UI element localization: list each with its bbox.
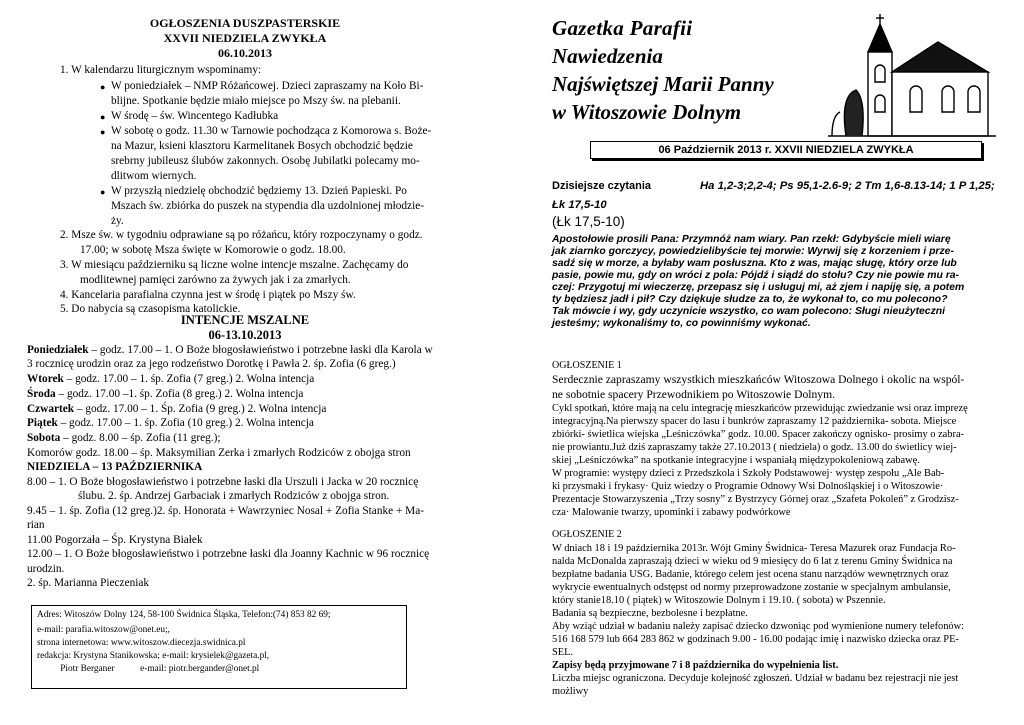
announcement-2-line: SEL. <box>552 647 574 658</box>
intention-line: Komorów godz. 18.00 – śp. Maksymilian Zerka i zmarłych Rodziców z obojga stron <box>27 447 411 459</box>
readings-label: Dzisiejsze czytania <box>552 180 652 192</box>
announcement-1-line: integracyjną.Na pierwszy spacer do lasu i bunkrów zapraszamy 12 października- sobota. Miejsce <box>552 416 957 427</box>
bullet-icon: ● <box>100 127 106 137</box>
intention-line: 12.00 – 1. O Boże błogosławieństwo i potrzebne łaski dla Joanny Kachnic w 96 rocznicę <box>27 548 430 560</box>
announcement-line: 1. W kalendarzu liturgicznym wspominamy: <box>60 64 262 76</box>
masthead-line: Gazetka Parafii <box>552 16 693 40</box>
announcement-2-registration: Zapisy będą przyjmowane 7 i 8 października do wypełnienia list. <box>552 660 839 671</box>
announcement-2-line: bezpłatne badania USG. Badanie, którego celem jest ocena stanu narządów wewnętrznych oraz <box>552 569 949 580</box>
address-box <box>31 605 407 689</box>
intentions-dates: 06-13.10.2013 <box>208 328 282 342</box>
intention-line: ślubu. 2. śp. Andrzej Garbaciak i zmarłych Rodziców z obojga stron. <box>78 490 390 502</box>
announcement-2-line: Liczba miejsc ograniczona. Decyduje kolejność zgłoszeń. Udział w badanu bez rejestracji nie jest <box>552 673 959 684</box>
intention-line: Wtorek – godz. 17.00 – 1. śp. Zofia (7 greg.) 2. Wolna intencja <box>27 373 315 385</box>
announcement-line: na Mazur, ksieni klasztoru Karmelitanek Bosych obchodzić będzie <box>111 140 413 152</box>
announcement-1-title: OGŁOSZENIE 1 <box>552 360 622 371</box>
announcement-2-line: nalda McDonalda zapraszają dzieci w wieku od 9 miesięcy do 6 lat z terenu Gminy Świdnica na <box>552 556 953 567</box>
announcement-2-line: W dniach 18 i 19 października 2013r. Wójt Gminy Świdnica- Teresa Mazurek oraz Fundacja Ro- <box>552 543 956 554</box>
gospel-line: pasie, powie mu, gdy on wróci z pola: Pójdź i siądź do stołu? Czy nie powie mu ra- <box>552 270 960 281</box>
readings-references: Ha 1,2-3;2,2-4; Ps 95,1-2.6-9; 2 Tm 1,6-8.13-14; 1 P 1,25; <box>700 180 995 192</box>
intention-line: 9.45 – 1. śp. Zofia (12 greg.)2. śp. Honorata + Wawrzyniec Nosal + Zofia Stanke + Ma- <box>27 505 424 517</box>
announcement-2-line: Badania są bezpieczne, bezbolesne i bezpłatne. <box>552 608 748 619</box>
editor-line: Piotr Berganer e-mail: piotr.bergander@onet.pl <box>37 664 260 674</box>
bullet-icon: ● <box>100 187 106 197</box>
intention-line: Środa – godz. 17.00 –1. śp. Zofia (8 greg.) 2. Wolna intencja <box>27 388 304 400</box>
gospel-line: ty będziesz jadł i pił? Czy dziękuje słudze za to, że wykonał to, co mu polecono? <box>552 294 948 305</box>
announcement-line: dlitwom wiernych. <box>111 170 197 182</box>
announcement-1-line: zbiórki- świetlica wiejska „Leśniczówka” godz. 10.00. Spacer zakończy ognisko- prosimy o zabra- <box>552 429 965 440</box>
intention-line: urodzin. <box>27 563 65 575</box>
announcement-line: Mszach św. zbiórka do puszek na stypendia dla uzdolnionej młodzie- <box>111 200 424 212</box>
gospel-reference: (Łk 17,5-10) <box>552 214 625 229</box>
church-illustration <box>818 12 998 140</box>
announcement-line: 17.00; w sobotę Msza święte w Komorowie o godz. 18.00. <box>80 244 346 256</box>
readings-references: Łk 17,5-10 <box>552 199 607 211</box>
intentions-title: INTENCJE MSZALNE <box>180 313 310 327</box>
intention-line: Czwartek – godz. 17.00 – 1. Śp. Zofia (9 greg.) 2. Wolna intencja <box>27 403 327 415</box>
announcement-2-line: Aby wziąć udział w badaniu należy zapisać dziecko dzwoniąc pod wymienione numery telefonów: <box>552 621 965 632</box>
announcement-1-lead: ne sobotnie spacery Przewodnikiem po Witoszowie Dolnym. <box>552 388 835 401</box>
masthead-line: Najświętszej Marii Panny <box>552 72 774 96</box>
announcement-line: W sobotę o godz. 11.30 w Tarnowie pochodząca z Komorowa s. Boże- <box>111 125 432 137</box>
address-line: Adres: Witoszów Dolny 124, 58-100 Świdnica Śląska, Telefon:(74) 853 82 69; <box>37 610 331 620</box>
bullet-icon: ● <box>100 112 106 122</box>
intention-line: 3 rocznicę urodzin oraz za jego rodzeństwo Dorotkę i Pawła 2. śp. Zofia (6 greg.) <box>27 358 396 370</box>
intention-line: Poniedziałek – godz. 17.00 – 1. O Boże błogosławieństwo i potrzebne łaski dla Karola w <box>27 344 433 356</box>
website-line: strona internetowa: www.witoszow.diecezja.swidnica.pl <box>37 638 246 648</box>
announcement-1-line: skiej „Leśniczówka” na spotkanie integracyjne i wspaniałą międzypokoleniową zabawę. <box>552 455 920 466</box>
announcement-1-line: cza· Malowanie twarzy, upominki i zabawy podwórkowe <box>552 507 791 518</box>
announcement-line: W przyszłą niedzielę obchodzić będziemy 13. Dzień Papieski. Po <box>111 185 407 197</box>
announcement-line: W poniedziałek – NMP Różańcowej. Dzieci zapraszamy na Koło Bi- <box>111 80 424 92</box>
sunday-title: XXVII NIEDZIELA ZWYKŁA <box>163 31 327 45</box>
bullet-icon: ● <box>100 82 106 92</box>
announcements-date: 06.10.2013 <box>218 46 272 60</box>
masthead-line: Nawiedzenia <box>552 44 663 68</box>
intention-line: Piątek – godz. 17.00 – 1. śp. Zofia (10 greg.) 2. Wolna intencja <box>27 417 314 429</box>
masthead-line: w Witoszowie Dolnym <box>552 100 742 124</box>
intention-line: NIEDZIELA – 13 PAŹDZIERNIKA <box>27 461 203 473</box>
intention-line: rian <box>27 519 45 531</box>
intention-line: 11.00 Pogorzała – Śp. Krystyna Białek <box>27 534 203 546</box>
announcement-2-line: wykrycie ewentualnych odstępst od normy przeprowadzone zostanie w specjalnym ambulansie, <box>552 582 951 593</box>
announcement-line: 4. Kancelaria parafialna czynna jest w środę i piątek po Mszy św. <box>60 289 356 301</box>
email-line: e-mail: parafia.witoszow@onet.eu;, <box>37 625 170 635</box>
gospel-line: jak ziarnko gorczycy, powiedzielibyście tej morwie: Wyrwij się z korzeniem i prze- <box>552 246 954 257</box>
announcement-line: 2. Msze św. w tygodniu odprawiane są po różańcu, który rozpoczynamy o godz. <box>60 229 423 241</box>
intention-line: 2. śp. Marianna Pieczeniak <box>27 577 150 589</box>
gospel-line: jesteśmy; wykonaliśmy to, co powinniśmy wykonać. <box>552 318 811 329</box>
announcement-1-lead: Serdecznie zapraszamy wszystkich mieszkańców Witoszowa Dolnego i okolic na wspól- <box>552 373 965 386</box>
announcement-1-line: Prezentacje Stowarzyszenia „Trzy sosny” z Bystrzycy Górnej oraz „Szafeta Pokoleń” z Grodzisz- <box>552 494 959 505</box>
announcement-1-line: Cykl spotkań, które mają na celu integrację mieszkańców przewidując zwiedzanie wsi oraz imprezę <box>552 403 968 414</box>
announcement-2-title: OGŁOSZENIE 2 <box>552 529 622 540</box>
announcement-2-line: który stanie18.10 ( piątek) w Witoszowie Dolnym i 19.10. ( sobota) w Pszennie. <box>552 595 886 606</box>
announcement-line: 5. Do nabycia są czasopisma katolickie. <box>60 303 241 315</box>
intention-line: 8.00 – 1. O Boże błogosławieństwo i potrzebne łaski dla Urszuli i Jacka w 20 rocznicę <box>27 476 419 488</box>
announcement-line: W środę – św. Wincentego Kadłubka <box>111 110 279 122</box>
announcement-line: srebrny jubileusz ślubów zakonnych. Osobę Jubilatki polecamy mo- <box>111 155 420 167</box>
announcement-line: modlitewnej pamięci zarówno za żywych jak i za zmarłych. <box>80 274 351 286</box>
announcement-1-line: nie prowiantu.Już dziś zapraszamy także 27.10.2013 ( niedziela) o godz. 13.00 do świetlicy wiej- <box>552 442 957 453</box>
gospel-line: Tak mówcie i wy, gdy uczynicie wszystko, co wam polecono: Sługi nieużyteczni <box>552 306 946 317</box>
announcement-line: blijne. Spotkanie będzie miało miejsce po Mszy św. na plebanii. <box>111 95 401 107</box>
gospel-line: Apostołowie prosili Pana: Przymnóż nam wiary. Pan rzekł: Gdybyście mieli wiarę <box>552 234 951 245</box>
announcement-2-line: 516 168 579 lub 664 283 862 w godzinach 9.00 - 16.00 podając imię i nazwisko dziecka oraz PE- <box>552 634 959 645</box>
intention-line: Sobota – godz. 8.00 – śp. Zofia (11 greg.); <box>27 432 221 444</box>
announcement-line: 3. W miesiącu październiku są liczne wolne intencje mszalne. Zachęcamy do <box>60 259 409 271</box>
announcement-line: ży. <box>111 215 124 227</box>
announcement-1-line: ki przysmaki i frykasy· Quiz wiedzy o Programie Odnowy Wsi Dolnośląskiej i o Witoszowie· <box>552 481 944 492</box>
announcements-title: OGŁOSZENIA DUSZPASTERSKIE <box>149 16 341 30</box>
gospel-line: sadź się w morze, a byłaby wam posłuszna. Kto z was, mając sługę, który orze lub <box>552 258 957 269</box>
gospel-line: czej: Przygotuj mi wieczerzę, przepasz się i usługuj mi, aż zjem i napiję się, a potem <box>552 282 965 293</box>
editor-line: redakcja: Krystyna Stanikowska; e-mail: krysielek@gazeta.pl, <box>37 651 270 661</box>
announcement-1-line: W programie: występy dzieci z Przedszkola i Szkoły Podstawowej· występ zespołu „Ale Bab- <box>552 468 945 479</box>
announcement-2-line: możliwy <box>552 686 589 697</box>
issue-date-box: 06 Październik 2013 r. XXVII NIEDZIELA ZWYKŁA <box>590 141 982 159</box>
